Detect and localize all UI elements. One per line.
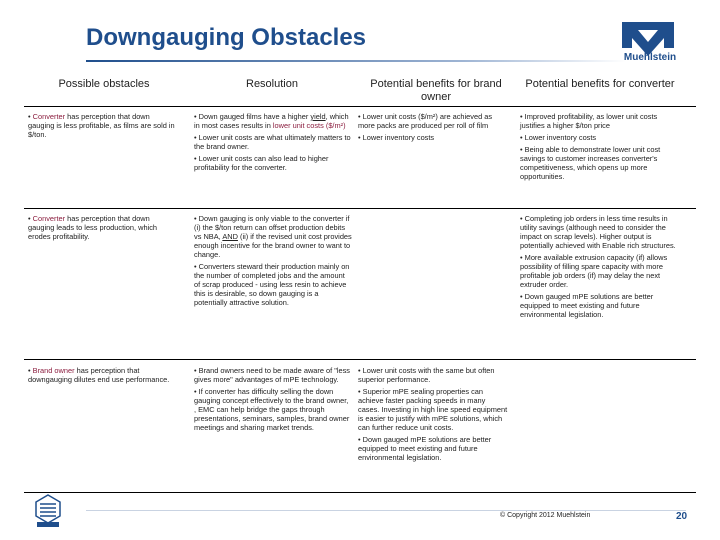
footer-rule [86, 510, 686, 511]
benefit-item: • Lower inventory costs [520, 133, 597, 142]
header-brand-owner: Potential benefits for brand owner [370, 78, 502, 103]
benefit-item: • Superior mPE sealing properties can achieve faster packing speeds in many cases. Investing in high line speed equipment is easier to justify with mPE solutions, which can further reduce unit costs. [358, 387, 508, 432]
page-title: Downgauging Obstacles [86, 24, 367, 51]
nova-emblem-icon [34, 494, 62, 528]
row-1-brand-owner [358, 112, 508, 145]
table-row-rule [24, 208, 696, 209]
copyright: © Copyright 2012 Muehlstein [500, 512, 591, 519]
row-2-obstacle: • Converter has perception that down gauging leads to less production, which erodes profitability. [28, 214, 158, 241]
resolution-item: • Down gauged films have a higher yield, which in most cases results in lower unit costs ($/m²) [194, 112, 349, 130]
obstacle-party: Converter [32, 112, 66, 121]
obstacle-text: has perception that downgauging dilutes end use performance. [28, 366, 170, 384]
obstacle-party: Brand owner [32, 366, 75, 375]
row-2-converter [520, 214, 676, 322]
resolution-item: • Brand owners need to be made aware of "less gives more" advantages of mPE technology. [194, 366, 351, 384]
table-header-rule [24, 106, 696, 107]
benefit-item: • Lower unit costs with the same but often superior performance. [358, 366, 495, 384]
benefit-item: • Lower unit costs ($/m²) are achieved as more packs are produced per roll of film [358, 112, 493, 130]
benefit-item: • Being able to demonstrate lower unit cost savings to customer increases converter's competitiveness, which opens up more opportunities. [520, 145, 661, 181]
resolution-item: • Converters steward their production mainly on the number of completed jobs and the amount of scrap produced - using less resin to achieve this is desirable, so down gauging is a potentially attractive solution. [194, 262, 350, 307]
title-underline [86, 60, 626, 62]
benefit-item: • Improved profitability, as lower unit costs justifies a higher $/ton price [520, 112, 658, 130]
obstacle-text: has perception that down gauging leads to less production, which erodes profitability. [28, 214, 158, 241]
resolution-item: • Lower unit costs are what ultimately matters to the brand owner. [194, 133, 351, 151]
table-bottom-rule [24, 492, 696, 493]
row-1-resolution [194, 112, 352, 175]
header-resolution: Resolution [246, 78, 298, 90]
resolution-item: • If converter has difficulty selling the down gauging concept effectively to the brand owner, , EMC can help bridge the gaps through presentations, seminars, samples, brand owner meetings and sharing market trends. [194, 387, 350, 432]
row-3-resolution [194, 366, 352, 435]
obstacle-text: has perception that down gauging is less profitable, as films are sold in $/ton. [28, 112, 175, 139]
row-2-resolution [194, 214, 352, 310]
header-possible-obstacles: Possible obstacles [58, 78, 150, 90]
resolution-item: • Lower unit costs can also lead to higher profitability for the converter. [194, 154, 329, 172]
row-1-obstacle: • Converter has perception that down gauging is less profitable, as films are sold in $/ton. [28, 112, 175, 139]
table-row-rule [24, 359, 696, 360]
row-3-obstacle: • Brand owner has perception that downgauging dilutes end use performance. [28, 366, 170, 384]
header-converter: Potential benefits for converter [525, 78, 675, 90]
benefit-item: • Down gauged mPE solutions are better equipped to meet existing and future environmental legislation. [358, 435, 492, 462]
row-3-brand-owner [358, 366, 508, 465]
obstacles-table [24, 70, 696, 493]
resolution-item: • Down gauging is only viable to the converter if (i) the $/ton return can offset production debits vs NBA, AND (ii) if the revised unit cost provides enough incentive for the brand owner to want to change. [194, 214, 352, 259]
benefit-item: • Lower inventory costs [358, 133, 435, 142]
logo-wordmark: Muehlstein [623, 52, 677, 63]
benefit-item: • More available extrusion capacity (if) allows possibility of filling spare capacity with more profitable job orders (if) may delay the next extruder order. [520, 253, 668, 289]
benefit-item: • Down gauged mPE solutions are better equipped to meet existing and future environmental legislation. [520, 292, 654, 319]
obstacle-party: Converter [32, 214, 66, 223]
page-number: 20 [676, 511, 688, 522]
row-1-converter [520, 112, 676, 184]
benefit-item: • Completing job orders in less time results in utility savings (although need to consider the impact on scrap levels). Higher output is potentially achieved with Enable rich structures. [520, 214, 676, 250]
